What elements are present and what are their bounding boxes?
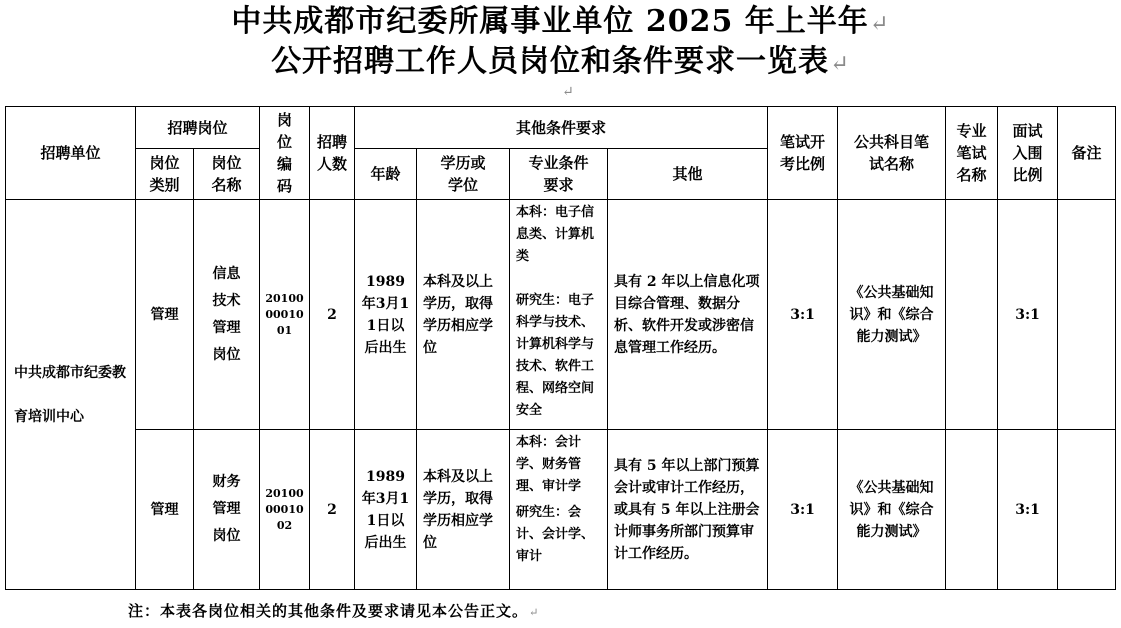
- header-public-subject: 公共科目笔试名称: [838, 107, 946, 200]
- cell-position-code: 201000001001: [260, 200, 310, 430]
- cell-interview-ratio: 3:1: [998, 430, 1058, 590]
- cell-public-subject: 《公共基础知识》和《综合能力测试》: [838, 200, 946, 430]
- cell-exam-ratio: 3:1: [768, 430, 838, 590]
- header-education: 学历或学位: [417, 149, 510, 200]
- cell-position-code: 201000001002: [260, 430, 310, 590]
- header-interview-ratio: 面试入围比例: [998, 107, 1058, 200]
- document-title-line-1: 中共成都市纪委所属事业单位 2025 年上半年↵: [231, 4, 890, 39]
- cell-count: 2: [310, 430, 355, 590]
- header-position-name: 岗位名称: [194, 149, 260, 200]
- cell-public-subject: 《公共基础知识》和《综合能力测试》: [838, 430, 946, 590]
- unit-name: 中共成都市纪委教育培训中心: [6, 200, 136, 590]
- cell-position-type: 管理: [136, 200, 194, 430]
- cell-age: 1989年3月11日以后出生: [355, 200, 417, 430]
- cell-other: 具有 5 年以上部门预算会计或审计工作经历，或具有 5 年以上注册会计师事务所部门预算审计工作经历。: [608, 430, 768, 590]
- cell-position-name: 财务管理岗位: [194, 430, 260, 590]
- cell-other: 具有 2 年以上信息化项目综合管理、数据分析、软件开发或涉密信息管理工作经历。: [608, 200, 768, 430]
- table-row: [6, 200, 1116, 430]
- cell-position-type: 管理: [136, 430, 194, 590]
- header-other-conditions: 其他条件要求: [355, 107, 768, 149]
- header-row-1: [6, 107, 1116, 149]
- cell-exam-ratio: 3:1: [768, 200, 838, 430]
- major-undergrad: 本科：电子信息类、计算机类: [516, 205, 595, 264]
- cell-professional-subject: [946, 200, 998, 430]
- cell-major: [510, 430, 608, 590]
- header-position: 招聘岗位: [136, 107, 260, 149]
- cell-position-name: 信息技术管理岗位: [194, 200, 260, 430]
- cell-education: 本科及以上学历，取得学历相应学位: [417, 200, 510, 430]
- header-major: 专业条件要求: [510, 149, 608, 200]
- cell-education: 本科及以上学历，取得学历相应学位: [417, 430, 510, 590]
- recruitment-table: [5, 106, 1116, 590]
- major-undergrad: 本科：会计学、财务管理、审计学: [516, 435, 582, 494]
- header-exam-ratio: 笔试开考比例: [768, 107, 838, 200]
- cell-count: 2: [310, 200, 355, 430]
- footnote: 注：本表各岗位相关的其他条件及要求请见本公告正文。↵: [128, 602, 540, 620]
- major-grad: 研究生：会计、会计学、审计: [516, 505, 595, 564]
- header-other: 其他: [608, 149, 768, 200]
- cell-remarks: [1058, 430, 1116, 590]
- header-position-code: 岗位编码: [260, 107, 310, 200]
- cell-age: 1989年3月11日以后出生: [355, 430, 417, 590]
- header-remarks: 备注: [1058, 107, 1116, 200]
- table-row: [6, 430, 1116, 590]
- cell-interview-ratio: 3:1: [998, 200, 1058, 430]
- major-grad: 研究生：电子科学与技术、计算机科学与技术、软件工程、网络空间安全: [516, 293, 595, 418]
- cell-professional-subject: [946, 430, 998, 590]
- header-unit: 招聘单位: [6, 107, 136, 200]
- header-professional-subject: 专业笔试名称: [946, 107, 998, 200]
- cell-remarks: [1058, 200, 1116, 430]
- header-age: 年龄: [355, 149, 417, 200]
- header-count: 招聘人数: [310, 107, 355, 200]
- document-title-line-2: 公开招聘工作人员岗位和条件要求一览表↵: [271, 44, 850, 79]
- cell-major: [510, 200, 608, 430]
- header-position-type: 岗位类别: [136, 149, 194, 200]
- paragraph-mark: ↵: [562, 84, 574, 100]
